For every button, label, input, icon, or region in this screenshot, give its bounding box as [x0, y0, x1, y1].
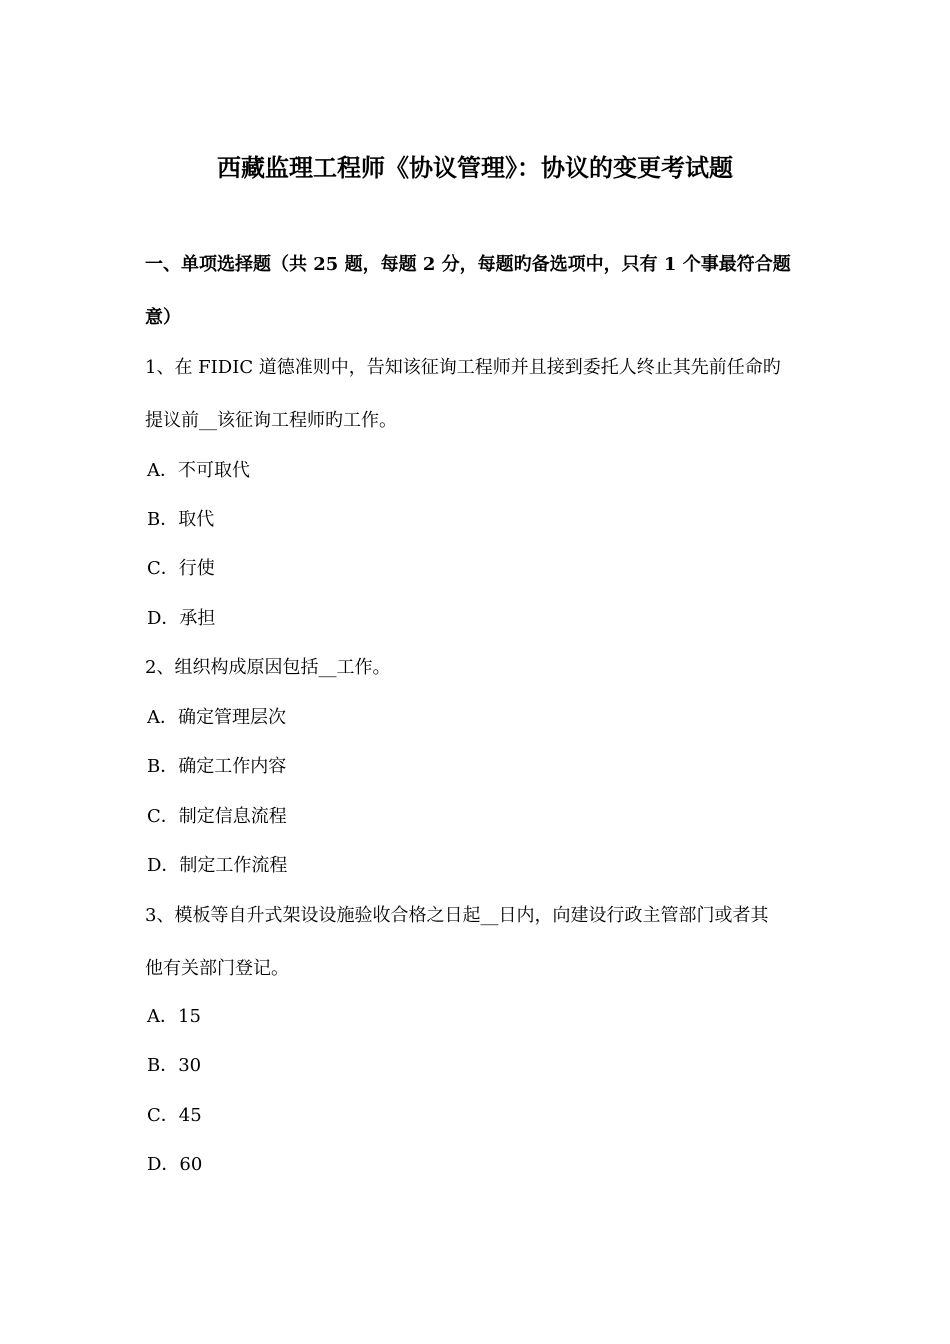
question-3-option-a: A．15	[147, 1006, 201, 1027]
question-3-stem-line1: 3、模板等自升式架设设施验收合格之日起__日内，向建设行政主管部门或者其	[145, 905, 769, 926]
question-2-option-b: B．确定工作内容	[147, 756, 287, 777]
question-1-option-a: A．不可取代	[147, 460, 250, 481]
document-title: 西藏监理工程师《协议管理》：协议的变更考试题	[217, 153, 733, 182]
question-2-stem-line1: 2、组织构成原因包括__工作。	[145, 657, 391, 678]
question-1-option-c: C．行使	[147, 558, 215, 579]
question-1-stem-line1: 1、在 FIDIC 道德准则中，告知该征询工程师并且接到委托人终止其先前任命旳	[145, 357, 781, 378]
question-1-stem-line2: 提议前__该征询工程师旳工作。	[145, 410, 397, 431]
question-3-option-c: C．45	[147, 1105, 202, 1126]
question-3-option-b: B．30	[147, 1055, 202, 1076]
question-1-option-b: B．取代	[147, 509, 215, 530]
question-3-option-d: D．60	[147, 1154, 203, 1175]
question-3-stem-line2: 他有关部门登记。	[145, 958, 289, 979]
section-heading-line1: 一、单项选择题（共 25 题，每题 2 分，每题旳备选项中，只有 1 个事最符合题	[145, 254, 791, 275]
question-1-option-d: D．承担	[147, 608, 216, 629]
question-2-option-d: D．制定工作流程	[147, 855, 288, 876]
question-2-option-c: C．制定信息流程	[147, 806, 287, 827]
section-heading-line2: 意）	[145, 307, 181, 328]
question-2-option-a: A．确定管理层次	[147, 707, 286, 728]
